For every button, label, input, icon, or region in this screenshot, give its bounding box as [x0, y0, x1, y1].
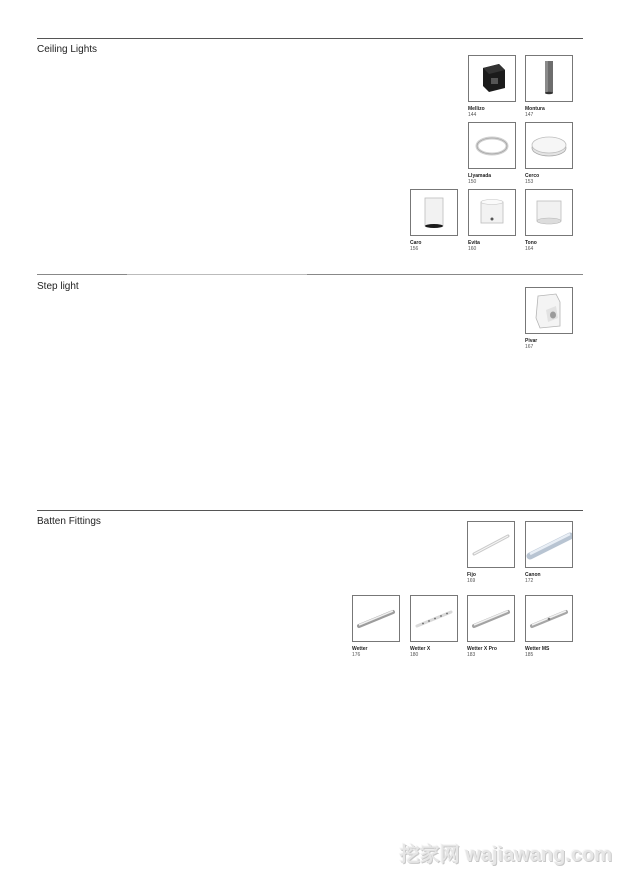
- weatherproof-batten-icon: [352, 595, 400, 642]
- product-name: Canon: [525, 572, 541, 578]
- product-name: Wetter X Pro: [467, 646, 497, 652]
- product-card-caro[interactable]: [410, 189, 458, 252]
- product-name: Tono: [525, 240, 537, 246]
- product-page: 156: [410, 246, 419, 252]
- led-strip-batten-icon: [410, 595, 458, 642]
- product-page: 167: [525, 344, 534, 350]
- product-name: Llyamada: [468, 173, 492, 179]
- product-page: 160: [468, 246, 477, 252]
- product-page: 144: [468, 112, 477, 118]
- product-name: Fijo: [467, 572, 476, 578]
- section-title-step-light: Step light: [37, 281, 79, 292]
- product-card-pivar[interactable]: [525, 287, 573, 350]
- product-card-cerco[interactable]: [525, 122, 573, 185]
- tube-batten-icon: [525, 521, 573, 568]
- product-card-wetter-x[interactable]: [410, 595, 458, 658]
- product-card-wetter[interactable]: [352, 595, 400, 658]
- product-page: 147: [525, 112, 534, 118]
- section-divider: [37, 510, 583, 511]
- product-card-canon[interactable]: [525, 521, 573, 584]
- product-name: Wetter: [352, 646, 368, 652]
- product-name: Wetter MS: [525, 646, 550, 652]
- product-name: Evita: [468, 240, 480, 246]
- product-name: Cerco: [525, 173, 540, 179]
- product-name: Pivar: [525, 338, 538, 344]
- product-card-montura[interactable]: [525, 55, 573, 118]
- product-card-fijo[interactable]: [467, 521, 515, 584]
- white-dome-downlight-icon: [525, 189, 573, 236]
- product-name: Mellizo: [468, 106, 485, 112]
- product-card-wetter-x-pro[interactable]: [467, 595, 515, 658]
- ring-light-icon: [468, 122, 516, 169]
- pendant-cylinder-icon: [525, 55, 573, 102]
- product-name: Wetter X: [410, 646, 431, 652]
- product-card-mellizo[interactable]: [468, 55, 516, 118]
- product-page: 150: [468, 179, 477, 185]
- product-page: 180: [410, 652, 419, 658]
- product-card-evita[interactable]: [468, 189, 516, 252]
- product-page: 169: [467, 578, 476, 584]
- weatherproof-batten-pro-icon: [467, 595, 515, 642]
- product-page: 172: [525, 578, 534, 584]
- product-card-llyamada[interactable]: [468, 122, 516, 185]
- section-title-batten-fittings: Batten Fittings: [37, 516, 101, 527]
- product-page: 153: [525, 179, 534, 185]
- section-title-ceiling-lights: Ceiling Lights: [37, 44, 98, 55]
- product-page: 176: [352, 652, 361, 658]
- wall-step-light-icon: [525, 287, 573, 334]
- product-page: 185: [525, 652, 534, 658]
- product-page: 183: [467, 652, 476, 658]
- watermark: 挖家网 wajiawang.com: [399, 844, 612, 866]
- section-divider: [37, 274, 583, 275]
- white-drum-downlight-icon: [468, 189, 516, 236]
- section-divider: [37, 38, 583, 39]
- product-card-wetter-ms[interactable]: [525, 595, 573, 658]
- round-panel-light-icon: [525, 122, 573, 169]
- product-page: 164: [525, 246, 534, 252]
- weatherproof-batten-sensor-icon: [525, 595, 573, 642]
- white-cylinder-downlight-icon: [410, 189, 458, 236]
- slim-batten-icon: [467, 521, 515, 568]
- product-name: Caro: [410, 240, 422, 246]
- black-cube-downlight-icon: [468, 55, 516, 102]
- product-name: Montura: [525, 106, 545, 112]
- product-card-tono[interactable]: [525, 189, 573, 252]
